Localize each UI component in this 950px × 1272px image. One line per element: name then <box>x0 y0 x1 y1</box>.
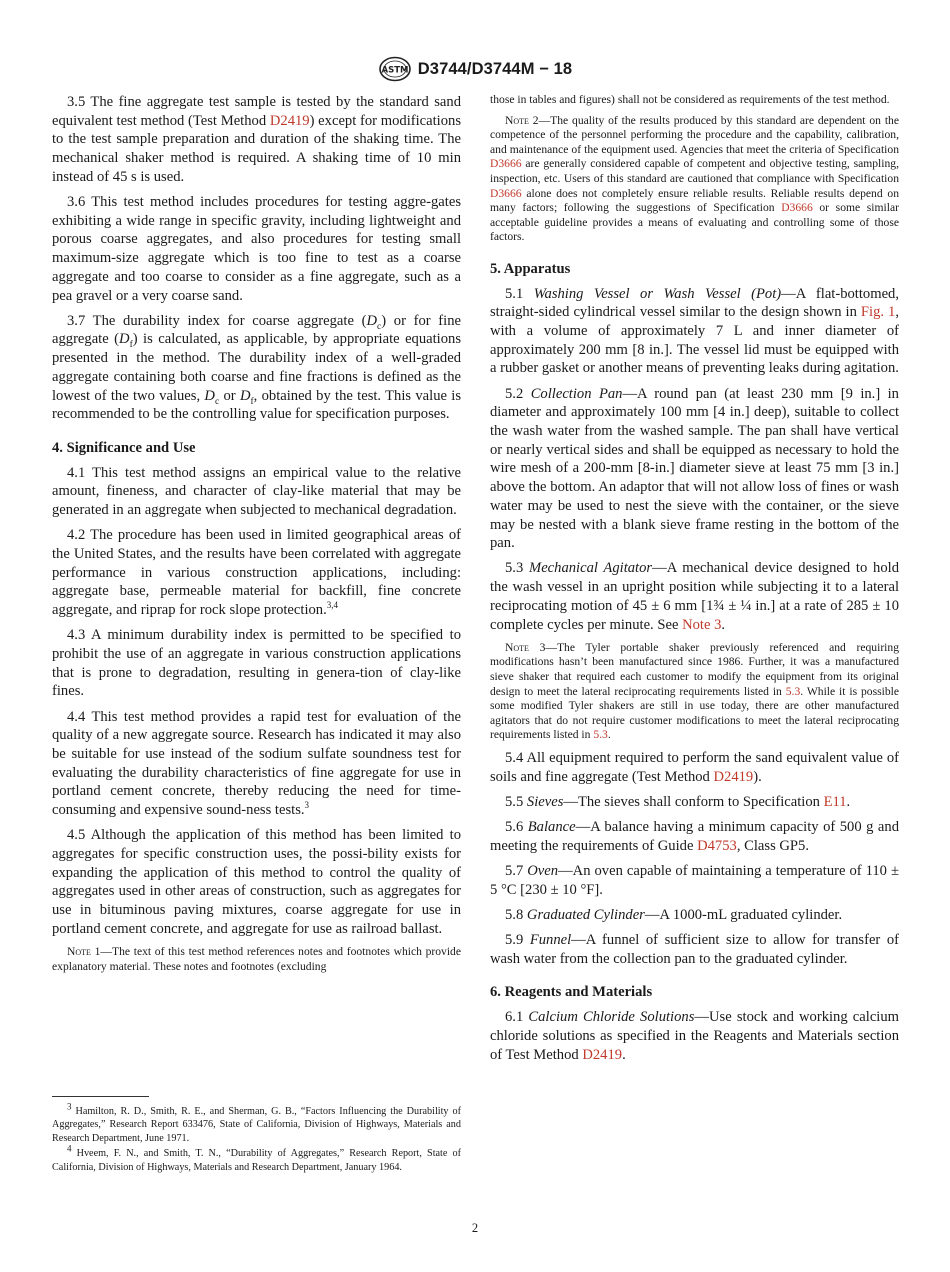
page-header <box>0 56 950 82</box>
footnote-ref[interactable]: 3 <box>304 800 310 811</box>
section-4-heading: 4. Significance and Use <box>52 439 196 456</box>
footnote-divider <box>52 1096 149 1097</box>
note-1-continued: those in tables and figures) shall not be considered as requirements of the test method. <box>490 93 890 106</box>
footnotes <box>52 1101 461 1176</box>
footnote-ref[interactable]: 3,4 <box>326 600 338 611</box>
paragraph-5-9: 5.9 Funnel—A funnel of sufficient size to allow for transfer of wash water from the collection pan to the graduated cylinder. <box>490 932 899 967</box>
paragraph-3-6: 3.6 This test method includes procedures for testing aggre-gates exhibiting a wide range in specific gravity, including lightweight and porous coarse aggregates, and also procedures for testing small maximum-size aggregate which is too fine to test as a coarse aggregate and too coarse to consider as a fine aggregate, such as a pea gravel or a very coarse sand. <box>52 194 461 304</box>
link-d3666[interactable]: D3666 <box>781 201 813 215</box>
paragraph-5-7: 5.7 Oven—An oven capable of maintaining a temperature of 110 ± 5 °C [230 ± 10 °F]. <box>490 862 899 898</box>
section-5-heading: 5. Apparatus <box>490 260 571 277</box>
link-e11[interactable]: E11 <box>823 793 847 810</box>
paragraph-5-6: 5.6 Balance—A balance having a minimum capacity of 500 g and meeting the requirements of Guide D4753, Class GP5. <box>490 819 899 854</box>
paragraph-3-5: 3.5 The fine aggregate test sample is tested by the standard sand equivalent test method (Test Method D2419) except for modifications to the test sample preparation and duration of the shaking time. The mechanical shaker method is required. A shaking time of 10 min instead of 45 s is used. <box>52 94 461 185</box>
left-column <box>52 93 461 980</box>
link-d2419[interactable]: D2419 <box>582 1046 623 1063</box>
paragraph-3-7: 3.7 The durability index for coarse aggregate $(D_c)$ or for fine aggregate $(D_f)$ is calculated, as applicable, by appropriate equations presented in the method. The durability index of a well-graded aggregate containing both coarse and fine fractions is defined as the lowest of the two values, $D_c$ or $D_f$, obtained by the test. This value is recommended to be the controlling value for specification purposes. <box>52 312 461 423</box>
svg-text:ASTM: ASTM <box>381 65 409 76</box>
note-1: Note 1—The text of this test method references notes and footnotes which provide explanatory material. These notes and footnotes (excluding <box>52 945 462 973</box>
footnote-3: $^3$ Hamilton, R. D., Smith, R. E., and Sherman, G. B., “Factors Influencing the Durability of Aggregates,” Research Report 633476, State of California, Division of Highways, Materials and Research Department, June 1971. <box>52 1101 461 1144</box>
link-section-5-3[interactable]: 5.3 <box>785 684 801 698</box>
link-d2419[interactable]: D2419 <box>713 768 754 785</box>
link-d3666[interactable]: D3666 <box>490 186 522 200</box>
astm-logo-icon <box>378 56 412 82</box>
paragraph-5-4: 5.4 All equipment required to perform the sand equivalent value of soils and fine aggregate (Test Method D2419). <box>490 749 899 785</box>
note-3: Note 3—The Tyler portable shaker previously referenced and requiring modifications hasn’t been manufactured since 1986. Further, it was a manufactured sieve shaker that required each customer to modify the equipment from its original design to meet the lateral reciprocating requirements listed in 5.3. While it is possible some modified Tyler shakers are still in use today, there are other manufactured agitators that do not require customer modifications to meet the lateral reciprocating requirements listed in 5.3. <box>490 640 899 742</box>
right-column <box>490 93 899 1071</box>
paragraph-6-1: 6.1 Calcium Chloride Solutions—Use stock and working calcium chloride solutions as specified in the Reagents and Materials section of Test Method D2419. <box>490 1009 899 1063</box>
document-designation: D3744/D3744M − 18 <box>417 59 573 78</box>
link-d4753[interactable]: D4753 <box>697 837 737 854</box>
paragraph-4-4: 4.4 This test method provides a rapid test for evaluation of the quality of a new aggregate source. Research has indicated it may also be suitable for use instead of the sodium sulfate soundness test for evaluating the durability characteristics of fine aggregate for use in portland cement concrete, thereby reducing the need for time-consuming and expensive sound-ness tests.$^3$ <box>52 708 461 819</box>
paragraph-5-5: 5.5 Sieves—The sieves shall conform to Specification E11. <box>505 793 851 810</box>
link-fig-1[interactable]: Fig. 1 <box>860 304 896 321</box>
paragraph-5-8: 5.8 Graduated Cylinder—A 1000-mL graduated cylinder. <box>505 906 843 923</box>
paragraph-4-1: 4.1 This test method assigns an empirical value to the relative amount, fineness, and character of clay-like material that may be generated in an aggregate when subjected to mechanical degradation. <box>52 464 461 519</box>
link-d3666[interactable]: D3666 <box>490 157 522 171</box>
paragraph-4-3: 4.3 A minimum durability index is permitted to be specified to prohibit the use of an aggregate in various construction applications that is prone to degradation, resulting in genera-tion of clay-like fines. <box>52 627 461 700</box>
link-section-5-3[interactable]: 5.3 <box>593 728 608 742</box>
note-2: Note 2—The quality of the results produced by this standard are dependent on the competence of the personnel performing the procedure and the capability, calibration, and maintenance of the equipment used. Agencies that meet the criteria of Specification D3666 are generally considered capable of competent and objective testing, sampling, inspection, etc. Users of this standard are cautioned that compliance with Specification D3666 alone does not completely ensure reliable results. Reliable results depend on many factors; following the suggestions of Specification D3666 or some similar acceptable guideline provides a means of evaluating and controlling some of those factors. <box>490 113 899 244</box>
footnote-4: $^4$ Hveem, F. N., and Smith, T. N., “Durability of Aggregates,” Research Report, State of California, Division of Highways, Materials and Research Department, January 1964. <box>52 1143 461 1173</box>
paragraph-5-2: 5.2 Collection Pan—A round pan (at least 230 mm [9 in.] in diameter and approximately 100 mm [4 in.] deep), suitable to collect the wash water from the washed sample. The pan shall have vertical or nearly vertical sides and shall be equipped as necessary to hold the wire mesh of a 200-mm [8-in.] diameter sieve at least 75 mm [3 in.] above the bottom. An adaptor that will not allow loss of fines or wash water may be used to nest the sieve with the container, or the sieve may be nested with a blank sieve frame resting in the bottom of the pan. <box>490 385 899 552</box>
link-note-3[interactable]: Note 3 <box>682 616 722 633</box>
paragraph-5-3: 5.3 Mechanical Agitator—A mechanical device designed to hold the wash vessel in an upright position while subjecting it to a lateral reciprocating motion of 45 ± 6 mm [1¾ ± ¼ in.] at a rate of 285 ± 10 complete cycles per minute. See Note 3. <box>490 560 900 633</box>
link-d2419[interactable]: D2419 <box>269 112 310 129</box>
paragraph-4-2: 4.2 The procedure has been used in limited geographical areas of the United States, and the results have been correlated with aggregate performance in various construction applications, including: aggregate base, permeable material for backfill, fine concrete aggregate, and riprap for rock slope protection.$^{3,4}$ <box>52 527 461 619</box>
paragraph-4-5: 4.5 Although the application of this method has been limited to aggregates for specific construction uses, the possi-bility exists for expanding the application of this method to control the quality of aggregates used in other areas of construction, such as aggregates for use in bituminous paving mixtures, coarse aggregate for use in portland cement concrete, and aggregate for use as railroad ballast. <box>52 827 461 937</box>
section-6-heading: 6. Reagents and Materials <box>490 984 653 1001</box>
paragraph-5-1: 5.1 Washing Vessel or Wash Vessel (Pot)—A flat-bottomed, straight-sided cylindrical vessel similar to the design shown in Fig. 1, with a volume of approximately 7 L and inner diameter of approximately 200 mm [8 in.]. The vessel lid must be equipped with a rubber gasket or another means of preventing leaks during agitation. <box>490 285 899 377</box>
page-number: 2 <box>471 1221 479 1235</box>
